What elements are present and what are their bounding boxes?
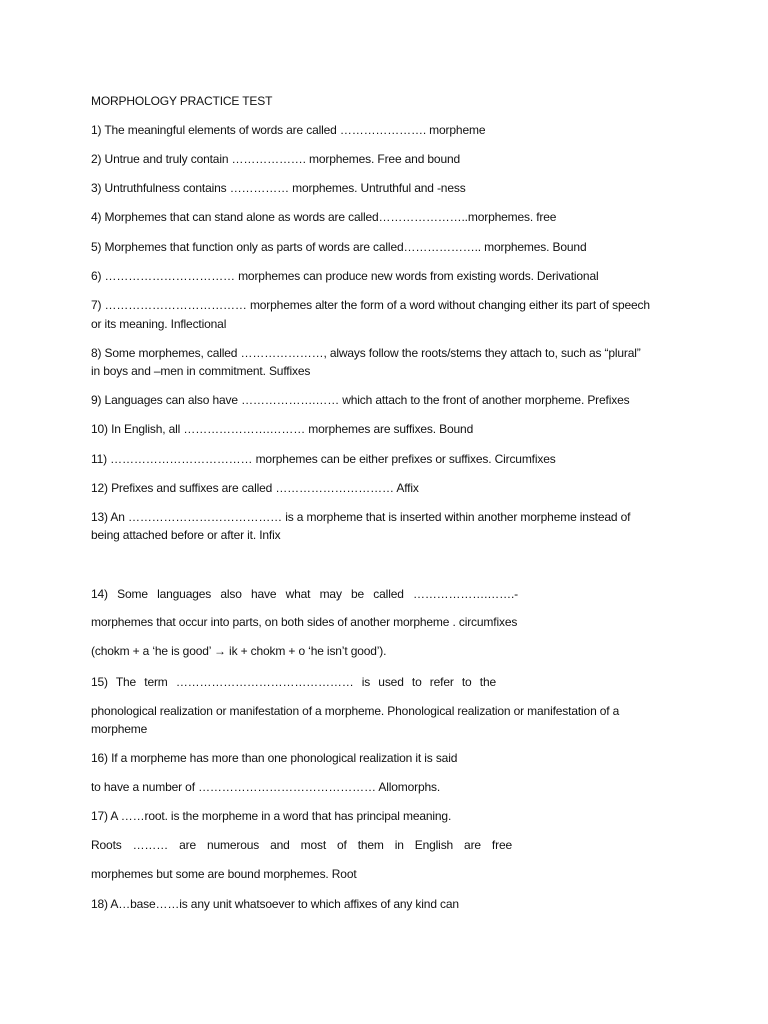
question-8-line-2: in boys and –men in commitment. Suffixes — [91, 364, 311, 378]
question-15-line-3: morpheme — [91, 722, 148, 736]
question-17-line-3: morphemes but some are bound morphemes. Root — [91, 867, 357, 881]
question-3: 3) Untruthfulness contains …………… morphemes. Untruthful and -ness — [91, 181, 466, 195]
question-16-line-2: to have a number of ……………………………………… Allomorphs. — [91, 780, 441, 794]
question-11: 11) ……………………………… morphemes can be either prefixes or suffixes. Circumfixes — [91, 452, 556, 466]
question-6: 6) …………………………… morphemes can produce new words from existing words. Derivational — [91, 269, 599, 283]
question-14-line-2: morphemes that occur into parts, on both sides of another morpheme . circumfixes — [91, 615, 518, 629]
question-7-line-1: 7) ……………………………… morphemes alter the form of a word without changing either its part of speech — [91, 298, 650, 312]
question-13-line-2: being attached before or after it. Infix — [91, 528, 281, 542]
question-15-line-1: 15) The term ……………………………………… is used to refer to the — [91, 675, 496, 689]
question-17-line-1: 17) A ……root. is the morpheme in a word that has principal meaning. — [91, 809, 452, 823]
question-9: 9) Languages can also have ……………….…… which attach to the front of another morpheme. Prefixes — [91, 393, 630, 407]
question-14-example: (chokm + a ‘he is good’ → ik + chokm + o ‘he isn’t good’). — [91, 644, 387, 658]
question-16-line-1: 16) If a morpheme has more than one phonological realization it is said — [91, 751, 458, 765]
question-5: 5) Morphemes that function only as parts of words are called……………….. morphemes. Bound — [91, 240, 587, 254]
question-15-line-2: phonological realization or manifestation of a morpheme. Phonological realization or manifestation of a — [91, 704, 620, 718]
question-2: 2) Untrue and truly contain ………………. morphemes. Free and bound — [91, 152, 461, 166]
question-18-line-1: 18) A…base……is any unit whatsoever to which affixes of any kind can — [91, 897, 459, 911]
question-7-line-2: or its meaning. Inflectional — [91, 317, 227, 331]
question-1: 1) The meaningful elements of words are called …………………. morpheme — [91, 123, 486, 137]
question-13-line-1: 13) An ………………………………… is a morpheme that is inserted within another morpheme instead of — [91, 510, 631, 524]
question-4: 4) Morphemes that can stand alone as words are called…………………..morphemes. free — [91, 210, 557, 224]
question-17-line-2: Roots ……… are numerous and most of them in English are free — [91, 838, 512, 852]
question-12: 12) Prefixes and suffixes are called ………………………… Affix — [91, 481, 419, 495]
document-title: MORPHOLOGY PRACTICE TEST — [91, 94, 273, 108]
question-10: 10) In English, all ………………….……… morphemes are suffixes. Bound — [91, 422, 474, 436]
question-14-line-1: 14) Some languages also have what may be called ……………….…….- — [91, 587, 518, 601]
question-8-line-1: 8) Some morphemes, called …………………, always follow the roots/stems they attach to, such as “plural” — [91, 346, 641, 360]
